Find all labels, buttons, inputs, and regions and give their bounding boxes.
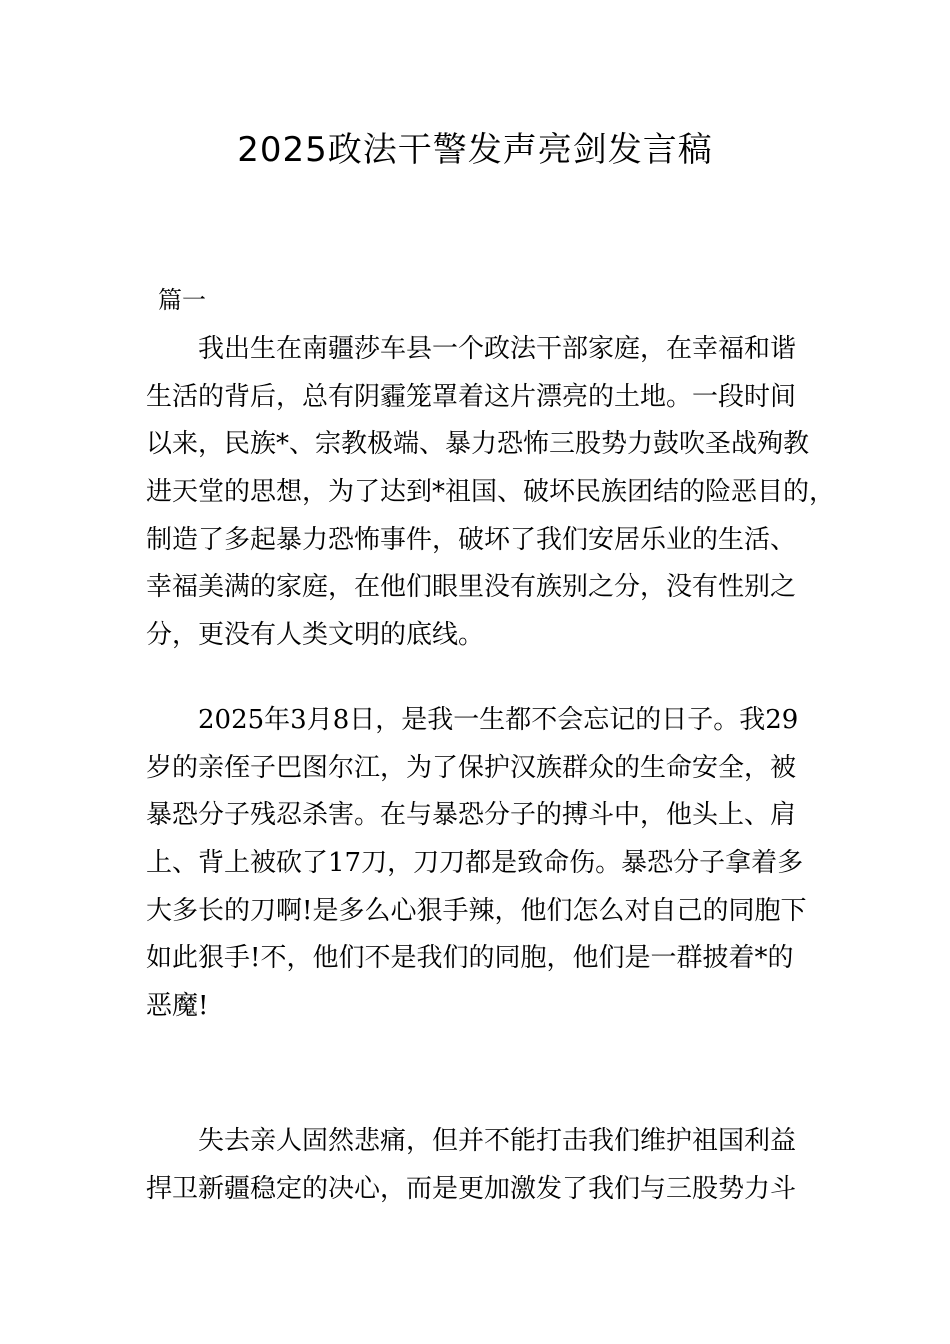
paragraph-line: 2025年3月8日，是我一生都不会忘记的日子。我29: [198, 705, 799, 735]
paragraph-line: 捍卫新疆稳定的决心，而是更加激发了我们与三股势力斗: [146, 1173, 797, 1204]
paragraph-line: 大多长的刀啊!是多么心狠手辣，他们怎么对自己的同胞下: [146, 895, 807, 926]
paragraph-line: 幸福美满的家庭，在他们眼里没有族别之分，没有性别之: [146, 572, 797, 603]
paragraph-1: [146, 326, 836, 660]
paragraph-line: 生活的背后，总有阴霾笼罩着这片漂亮的土地。一段时间: [146, 381, 797, 412]
paragraph-line: 失去亲人固然悲痛，但并不能打击我们维护祖国利益: [198, 1126, 797, 1156]
paragraph-line: 进天堂的思想，为了达到*祖国、破坏民族团结的险恶目的，: [146, 477, 836, 508]
paragraph-line: 分，更没有人类文明的底线。: [146, 620, 485, 651]
paragraph-line: 以来，民族*、宗教极端、暴力恐怖三股势力鼓吹圣战殉教: [146, 429, 810, 460]
paragraph-line: 制造了多起暴力恐怖事件，破坏了我们安居乐业的生活、: [146, 524, 797, 555]
section-label: 篇一: [158, 286, 206, 314]
paragraph-line: 恶魔!: [146, 991, 209, 1022]
document-title: 2025政法干警发声亮剑发言稿: [237, 130, 713, 170]
paragraph-line: 我出生在南疆莎车县一个政法干部家庭，在幸福和谐: [198, 334, 797, 364]
paragraph-2: [146, 697, 836, 1031]
paragraph-line: 岁的亲侄子巴图尔江，为了保护汉族群众的生命安全，被: [146, 752, 797, 783]
paragraph-line: 暴恐分子残忍杀害。在与暴恐分子的搏斗中，他头上、肩: [146, 800, 797, 831]
paragraph-3: [146, 1118, 836, 1213]
paragraph-line: 上、背上被砍了17刀，刀刀都是致命伤。暴恐分子拿着多: [146, 848, 804, 879]
paragraph-line: 如此狠手!不，他们不是我们的同胞，他们是一群披着*的: [146, 943, 794, 974]
